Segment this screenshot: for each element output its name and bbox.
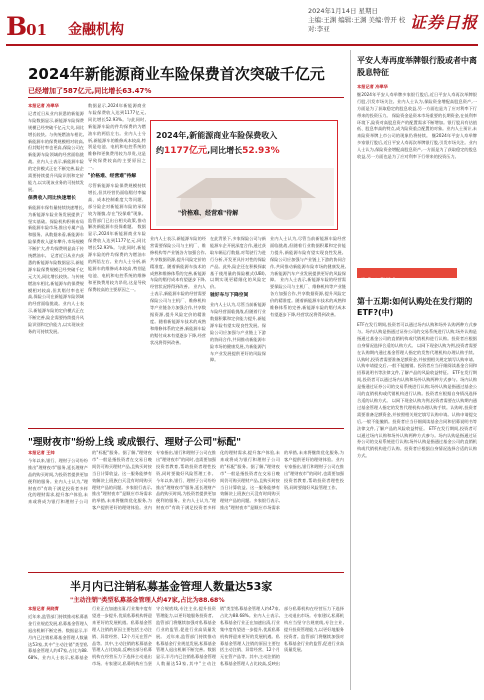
lead-column-3: 业内人士表示,新能源车险的经营需要保险公司与主机厂、维修机构等产业链各方加强合作,共享数据资源,提升风险定价的精准度。随着新能源车技术的成熟和维修体系的完善,新能源车险的赔付成本有望逐步下降,经营状况将得到改善。 业内人士表示,新能源车险的经营需要保险公司与主机厂、维修机构等产业链各方加强合作,共享数据资源,提升风险定价的精准度。随着新能源车技术的成熟和维修体系的完善,新能源车险的赔付成本有望逐步下降,经营状况将得到改善。: [150, 236, 206, 345]
stat-growth-value: 52.93%: [242, 146, 280, 156]
masthead-date: 2024年1月14日 星期日 主编:王渊 编辑:王渊 美编:曾开 校对:李亚: [308, 7, 406, 33]
bottom-byline: 本报记者 吴晓青: [28, 606, 59, 611]
mid-headline[interactable]: "理财夜市"纷纷上线 或成银行、理财子公司"标配": [28, 437, 242, 448]
mid-rule: [28, 428, 344, 429]
column-divider: [350, 50, 351, 690]
mid-body: 本报记者 王帅 今年以来,银行、理财子公司纷纷推出"理财夜市"服务,延长理财产品的购买时间,为投资者提供更加便利的服务。业内人士认为,"理财夜市"有助于满足投资者多样化的理财需求,提升客户体验,未来或将成为银行和理财子公司的"标配"服务。据了解,"理财夜市"一般是指投资者在交易日晚间仍可购买理财产品,且购买时按当日计算收益。这一服务能够有效解决上班族白天没有时间购买理财产品的问题。多家银行表示,推出"理财夜市"是顺应市场需求的举措,未来将继续优化服务,为客户提供更好的理财体验。业内专家指出,银行和理财子公司在推出"理财夜市"的同时,也需要加强投资者教育,帮助投资者理性投资,同时要做好风险管理工作。 今年以来,银行、理财子公司纷纷推出"理财夜市"服务,延长理财产品的购买时间,为投资者提供更加便利的服务。业内人士认为,"理财夜市"有助于满足投资者多样化的理财需求,提升客户体验,未来或将成为银行和理财子公司的"标配"服务。据了解,"理财夜市"一般是指投资者在交易日晚间仍可购买理财产品,且购买时按当日计算收益。这一服务能够有效解决上班族白天没有时间购买理财产品的问题。多家银行表示,推出"理财夜市"是顺应市场需求的举措,未来将继续优化服务,为客户提供更好的理财体验。业内专家指出,银行和理财子公司在推出"理财夜市"的同时,也需要加强投资者教育,帮助投资者理性投资,同时要做好风险管理工作。: [28, 450, 344, 511]
right-body: 本报记者 冷翠华 继2024年平安人寿举牌多家银行股后,近日平安人寿再次举牌银行股,引发市场关注。业内人士认为,保险资金增配高股息资产,一方面是为了获取稳定的股息收益,另一方面也是为了应对利率下行带来的投资压力。 保险资金是资本市场重要的长期资金,在低利率环境下,险资对高股息资产的配置需求不断增加。银行股具有估值低、股息率高的特点,成为险资重点配置的对象。业内人士预计,未来险资举牌上市公司的现象仍将持续。 继2024年平安人寿举牌多家银行股后,近日平安人寿再次举牌银行股,引发市场关注。业内人士认为,保险资金增配高股息资产,一方面是为了获取稳定的股息收益,另一方面也是为了应对利率下行带来的投资压力。: [357, 84, 477, 160]
section-title: 金融机构: [68, 22, 124, 38]
right-byline: 本报记者 冷翠华: [357, 84, 388, 89]
lead-column-2: 数据显示,2024年新能源商业车险保费收入达到1177亿元,同比增长52.93%。与此同时,新能源车险的件均保费约为燃油车的两倍左右。业内人士分析,新能源车的维修成本较高,特别是电池、电机和电控系统的维修和更换费用较为昂贵,这是导致保费较高的主要原因之一。 "价格难、经营难"待解 尽管新能源车险保费规模持续增长,但其经营仍面临赔付率偏高、成本控制难度大等问题。部分险企对新能源车险的承保较为谨慎,存在"投保难"现象。监管部门已出台相关政策,推动解决新能源车投保难题。 数据显示,2024年新能源商业车险保费收入达到1177亿元,同比增长52.93%。与此同时,新能源车险的件均保费约为燃油车的两倍左右。业内人士分析,新能源车的维修成本较高,特别是电池、电机和电控系统的维修和更换费用较为昂贵,这是导致保费较高的主要原因之一。: [88, 103, 146, 292]
stat-chart: [156, 124, 334, 164]
right-body-2: ETF在发行期间,投资者可以通过场内认购和场外认购两种方式参与。场内认购是指通过证券公司的交易系统进行认购;场外认购是指通过基金公司的直销机构或代销机构进行认购。投资者应根据自身情况选择合适的认购方式。 以网下现金认购为例,投资者需要在认购期内通过基金管理人指定的发售代理机构办理认购手续。认购时,投资者需要准备足额资金,并按照相关规定填写认购申请。认购申请提交后,一般不能撤销。投资者应当仔细阅读基金合同和招募说明书等法律文件,了解产品的风险收益特征。 ETF在发行期间,投资者可以通过场内认购和场外认购两种方式参与。场内认购是指通过证券公司的交易系统进行认购;场外认购是指通过基金公司的直销机构或代销机构进行认购。投资者应根据自身情况选择合适的认购方式。 以网下现金认购为例,投资者需要在认购期内通过基金管理人指定的发售代理机构办理认购手续。认购时,投资者需要准备足额资金,并按照相关规定填写认购申请。认购申请提交后,一般不能撤销。投资者应当仔细阅读基金合同和招募说明书等法律文件,了解产品的风险收益特征。 ETF在发行期间,投资者可以通过场内认购和场外认购两种方式参与。场内认购是指通过证券公司的交易系统进行认购;场外认购是指通过基金公司的直销机构或代销机构进行认购。投资者应根据自身情况选择合适的认购方式。: [357, 322, 477, 459]
callout-a: "价格难、经营难"待解: [178, 210, 239, 217]
newspaper-logo: 证券日报: [410, 13, 479, 32]
mid-byline: 本报记者 王帅: [28, 450, 55, 455]
lead-rule: [28, 97, 344, 98]
lead-column-1: 本报记者 冷翠华 记者近日从业内获悉的新能源车险数据显示,新能源车险保费规模已经突破千亿元大关,同比增长较快。与传统燃油车相比,新能源车的保费规模相对较高,但其赔付率也更高,保险公司在新能源车险领域的经营面临挑战。业内人士表示,新能源车险的定价模式正在不断完善,险企需要持续提升风险识别和定价能力,以实现该业务的可持续发展。 保费收入同比快速增长 新能源车保有量持续快速增长,为新能源车险业务发展提供了坚实基础。保险机构积极布局新能源车险市场,推出专属产品和服务。从数据来看,新能源车险保费收入逐年攀升,市场规模不断扩大,件均保费明显高于传统燃油车。 记者近日从业内获悉的新能源车险数据显示,新能源车险保费规模已经突破千亿元大关,同比增长较快。与传统燃油车相比,新能源车的保费规模相对较高,但其赔付率也更高,保险公司在新能源车险领域的经营面临挑战。业内人士表示,新能源车险的定价模式正在不断完善,险企需要持续提升风险识别和定价能力,以实现该业务的可持续发展。: [28, 103, 84, 334]
bottom-rule: [28, 572, 344, 573]
right-headline[interactable]: 平安人寿再度举牌银行股或者中离股息特征: [357, 56, 477, 77]
lead-subtitle-3: 驰好车与下降空间: [210, 293, 249, 299]
lead-byline: 本报记者 冷翠华: [28, 103, 59, 108]
bottom-headline[interactable]: 半月内已注销私募基金管理人数量达53家: [70, 580, 273, 593]
lead-column-5: 业内人士认为,尽管当前新能源车险经营面临挑战,但随着行业数据积累和定价能力提升,新能源车险有望实现良性发展。保险公司应加强与产业链上下游的协同合作,共同推动新能源车险市场的健康发展,为新能源汽车产业发展提供更好的风险保障。 业内人士表示,新能源车险的经营需要保险公司与主机厂、维修机构等产业链各方加强合作,共享数据资源,提升风险定价的精准度。随着新能源车技术的成熟和维修体系的完善,新能源车险的赔付成本有望逐步下降,经营状况将得到改善。: [270, 236, 346, 317]
lead-subhead: 已经增加了587亿元,同比增长63.47%: [28, 87, 152, 95]
lead-subtitle-1: 保费收入同比快速增长: [28, 195, 76, 201]
lead-subtitle-2: "价格难、经营难"待解: [88, 174, 137, 180]
stat-line-2: 约1177亿元,同比增长52.93%: [156, 146, 280, 156]
column-banner: 聚焦公募基金 ETF: [357, 268, 457, 278]
lead-column-4: 在此背景下,多家保险公司与新能源车企开展深度合作,通过获取车辆运行数据,对驾驶行为进行分析,开发更具针对性的保险产品。此外,险企还在积极探索基于使用量的保险模式(UBI),以期实现更精细化的风险定价。 驰好车与下降空间 业内人士认为,尽管当前新能源车险经营面临挑战,但随着行业数据积累和定价能力提升,新能源车险有望实现良性发展。保险公司应加强与产业链上下游的协同合作,共同推动新能源车险市场的健康发展,为新能源汽车产业发展提供更好的风险保障。: [210, 236, 266, 363]
bottom-body: 本报记者 吴晓青 近年来,监管部门持续推动私募基金行业规范发展,私募基金管理人退出机制不断完善。数据显示,半月内已注销私募基金管理人数量达53家,其中"主动注销"类型私募基金管理人约47家,占比为88.68%。业内人士表示,私募基金行业正在加速出清,行业集中度有望进一步提升,优质私募机构将迎来更好的发展机遇。私募基金管理人注销的原因主要包括主动注销、异常经营、12个月无在管产品等。其中,主动注销的私募基金管理人占比较高,反映出部分私募机构在经营压力下选择主动退出市场。专家建议,私募机构应当坚守合规底线,专注主业,提升投资管理能力,以更好地服务投资者。监管部门将继续加强对私募基金行业的监管,促进行业高质量发展。 近年来,监管部门持续推动私募基金行业规范发展,私募基金管理人退出机制不断完善。数据显示,半月内已注销私募基金管理人数量达53家,其中"主动注销"类型私募基金管理人约47家,占比为88.68%。业内人士表示,私募基金行业正在加速出清,行业集中度有望进一步提升,优质私募机构将迎来更好的发展机遇。私募基金管理人注销的原因主要包括主动注销、异常经营、12个月无在管产品等。其中,主动注销的私募基金管理人占比较高,反映出部分私募机构在经营压力下选择主动退出市场。专家建议,私募机构应当坚守合规底线,专注主业,提升投资管理能力,以更好地服务投资者。监管部门将继续加强对私募基金行业的监管,促进行业高质量发展。: [28, 606, 344, 667]
stat-premium-value: 1177亿元: [164, 146, 208, 156]
lead-headline[interactable]: 2024年新能源商业车险保费首次突破千亿元: [28, 65, 325, 83]
page-code: B01: [6, 12, 48, 41]
right-headline-2[interactable]: 第十五期:如何认购处在发行期的ETF?(中): [357, 297, 473, 317]
stat-line-1: 2024年,新能源商业车险保费收入: [156, 131, 278, 140]
bottom-subhead: "主动注销"类型私募基金管理人约47家,占比为88.68%: [70, 597, 225, 604]
masthead: [0, 0, 484, 44]
masthead-divider: [6, 44, 478, 46]
